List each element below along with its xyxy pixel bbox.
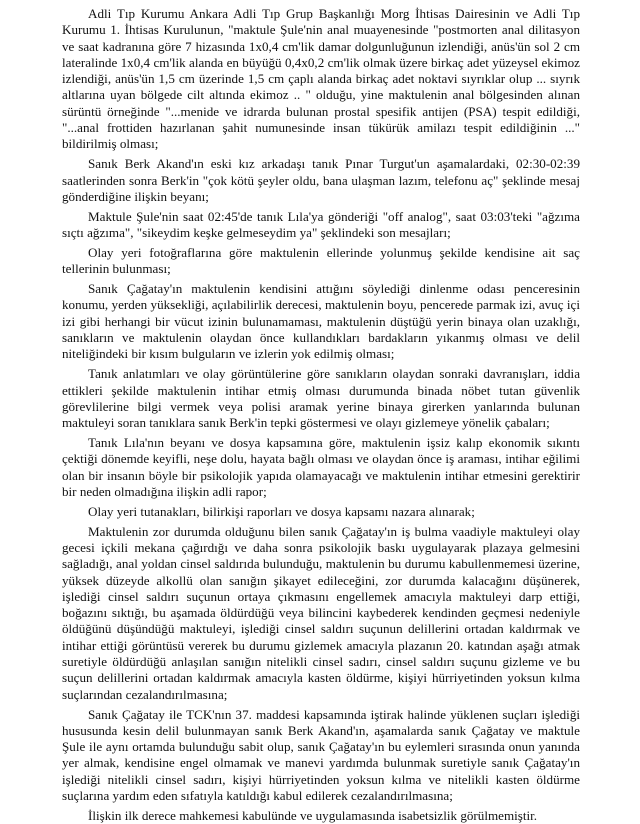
paragraph-defendant-behavior: Tanık anlatımları ve olay görüntülerine göre sanıkların olaydan sonraki davranışları, iddia ettikleri şekilde maktulenin intihar etmiş olması durumunda binada nöbet tutan güvenlik görevlilerine bilgi vermek veya polisi aramak yerine binaya girerken yanlarında bulunan maktuleyi soran tanıklara sanık Berk'in tepki göstermesi ve olayı gizlemeye yönelik çabaları;: [62, 366, 580, 431]
paragraph-conviction-cagatay: Maktulenin zor durumda olduğunu bilen sanık Çağatay'ın iş bulma vaadiyle maktuleyi olay gecesi içkili mekana çağırdığı ve daha sonra psikolojik baskı uygulayarak plazaya gelmesini sağladığı, anal yoldan cinsel saldırıda bulunduğu, maktulenin bu durumu kabullenmemesi üzerine, yüksek düzeyde alkollü olan sanığın şikayet edileceğini, zor durumda kalacağını düşünerek, işlediği cinsel saldırı suçunun ortaya çıkmasını engellemek amacıyla maktuleyi darp ettiği, boğazını sıktığı, bu aşamada öldürdüğü veya bilincini kaybederek kendinden geçmesi nedeniyle öldüğünü düşündüğü maktuleyi, işlediği cinsel saldırı suçunun delillerini ortadan kaldırmak ve intihar ettiği görüntüsü vererek bu durumu gizlemek amacıyla plazanın 20. katından aşağı atmak suretiyle öldürdüğü anlaşılan sanığın nitelikli cinsel sadırı, cinsel saldırı suçunu gizleme ve bu suçun delillerini ortadan kaldırmak amacıyla kasten öldürme, kişiyi hürriyetinden yoksun kılma suçlarından cezalandırılmasına;: [62, 523, 580, 702]
paragraph-witness-pinar: Sanık Berk Akand'ın eski kız arkadaşı tanık Pınar Turgut'un aşamalardaki, 02:30-02:39 saatlerinden sonra Berk'in "çok kötü şeyler oldu, bana ulaşman lazım, telefonu aç" şeklinde mesaj gönderdiğine ilişkin beyanı;: [62, 156, 580, 204]
paragraph-witness-lila: Tanık Lıla'nın beyanı ve dosya kapsamına göre, maktulenin işsiz kalıp ekonomik sıkıntı çektiği dönemde keyifli, neşe dolu, hayata bağlı olması ve olaydan önce iş araması, intihar eğilimi olan bir insanın böyle bir psikolojik yapıda olamayacağı ve maktulenin intihar etmesini gerektirir bir neden olmadığına ilişkin adli rapor;: [62, 434, 580, 499]
paragraph-window-findings: Sanık Çağatay'ın maktulenin kendisini attığını söylediği dinlenme odası penceresinin konumu, yerden yüksekliği, açılabilirlik derecesi, maktulenin boyu, pencerede parmak izi, avuç içi izi gibi herhangi bir vücut izinin bulunamaması, maktulenin düştüğü yerin binaya olan uzaklığı, sanıkların ve maktulenin olaydan önce kullandıkları bardakların yıkanmış olması ve delil niteliğindeki bir kısım bulguların ve izlerin yok edilmiş olması;: [62, 281, 580, 362]
paragraph-conviction-berk: Sanık Çağatay ile TCK'nın 37. maddesi kapsamında iştirak halinde yüklenen suçları işlediği hususunda kesin delil bulunmayan sanık Berk Akand'ın, aşamalarda sanık Çağatay ve maktule Şule ile aynı ortamda bulunduğu sabit olup, sanık Çağatay'ın bu eylemleri sırasında onun yanında yer almak, kendisine engel olmamak ve manevi yardımda bulunmak suretiyle sanık Çağatay'ın işlediği nitelikli cinsel sadırı, kişiyi hürriyetinden yoksun kılma ve nitelikli kasten öldürme suçlarına yardım eden sıfatıyla katıldığı kabul edilerek cezalandırılmasına;: [62, 706, 580, 803]
paragraph-conclusion: İlişkin ilk derece mahkemesi kabulünde ve uygulamasında isabetsizlik görülmemiştir.: [88, 807, 538, 823]
paragraph-case-records: Olay yeri tutanakları, bilirkişi raporları ve dosya kapsamı nazara alınarak;: [88, 503, 475, 519]
paragraph-forensic-report: Adli Tıp Kurumu Ankara Adli Tıp Grup Başkanlığı Morg İhtisas Dairesinin ve Adli Tıp Kurumu 1. İhtisas Kurulunun, "maktule Şule'nin anal muayenesinde "postmorten anal dilitasyon ve saat kadranına göre 7 hizasında 1x0,4 cm'lik damar dolgunluğunun izlendiği, anüs'ün sol 2 cm lateralinde 1x0,4 cm'lik alanda en büyüğü 0,4x0,2 cm'lik olmak üzere birkaç adet yüzeysel ekimoz izlendiği, anüs'ün 1,5 cm üzerinde 1,5 cm çaplı alanda birkaç adet noktavi sıyrıklar olup ... sıyrık altlarına uyan bölgede cilt altında ekimoz .. " olduğu, yine maktulenin anal bölgesinden alınan sürüntü örneğinde "...menide ve idrarda bulunan prostal spesifik antijen (PSA) tespit edildiği, "...anal frottiden hazırlanan şahit numunesinde insan tükürük amilazı tespit edildiğinin ..." bildirilmiş olması;: [62, 6, 580, 152]
paragraph-hair-strands: Olay yeri fotoğraflarına göre maktulenin ellerinde yolunmuş şekilde kendisine ait saç tellerinin bulunması;: [62, 244, 580, 277]
paragraph-last-messages: Maktule Şule'nin saat 02:45'de tanık Lıla'ya gönderiği "off analog", saat 03:03'teki "ağzıma sıçtı ağzıma", "sikeydim keşke gelmeseydim ya" şeklindeki son mesajları;: [62, 208, 580, 241]
